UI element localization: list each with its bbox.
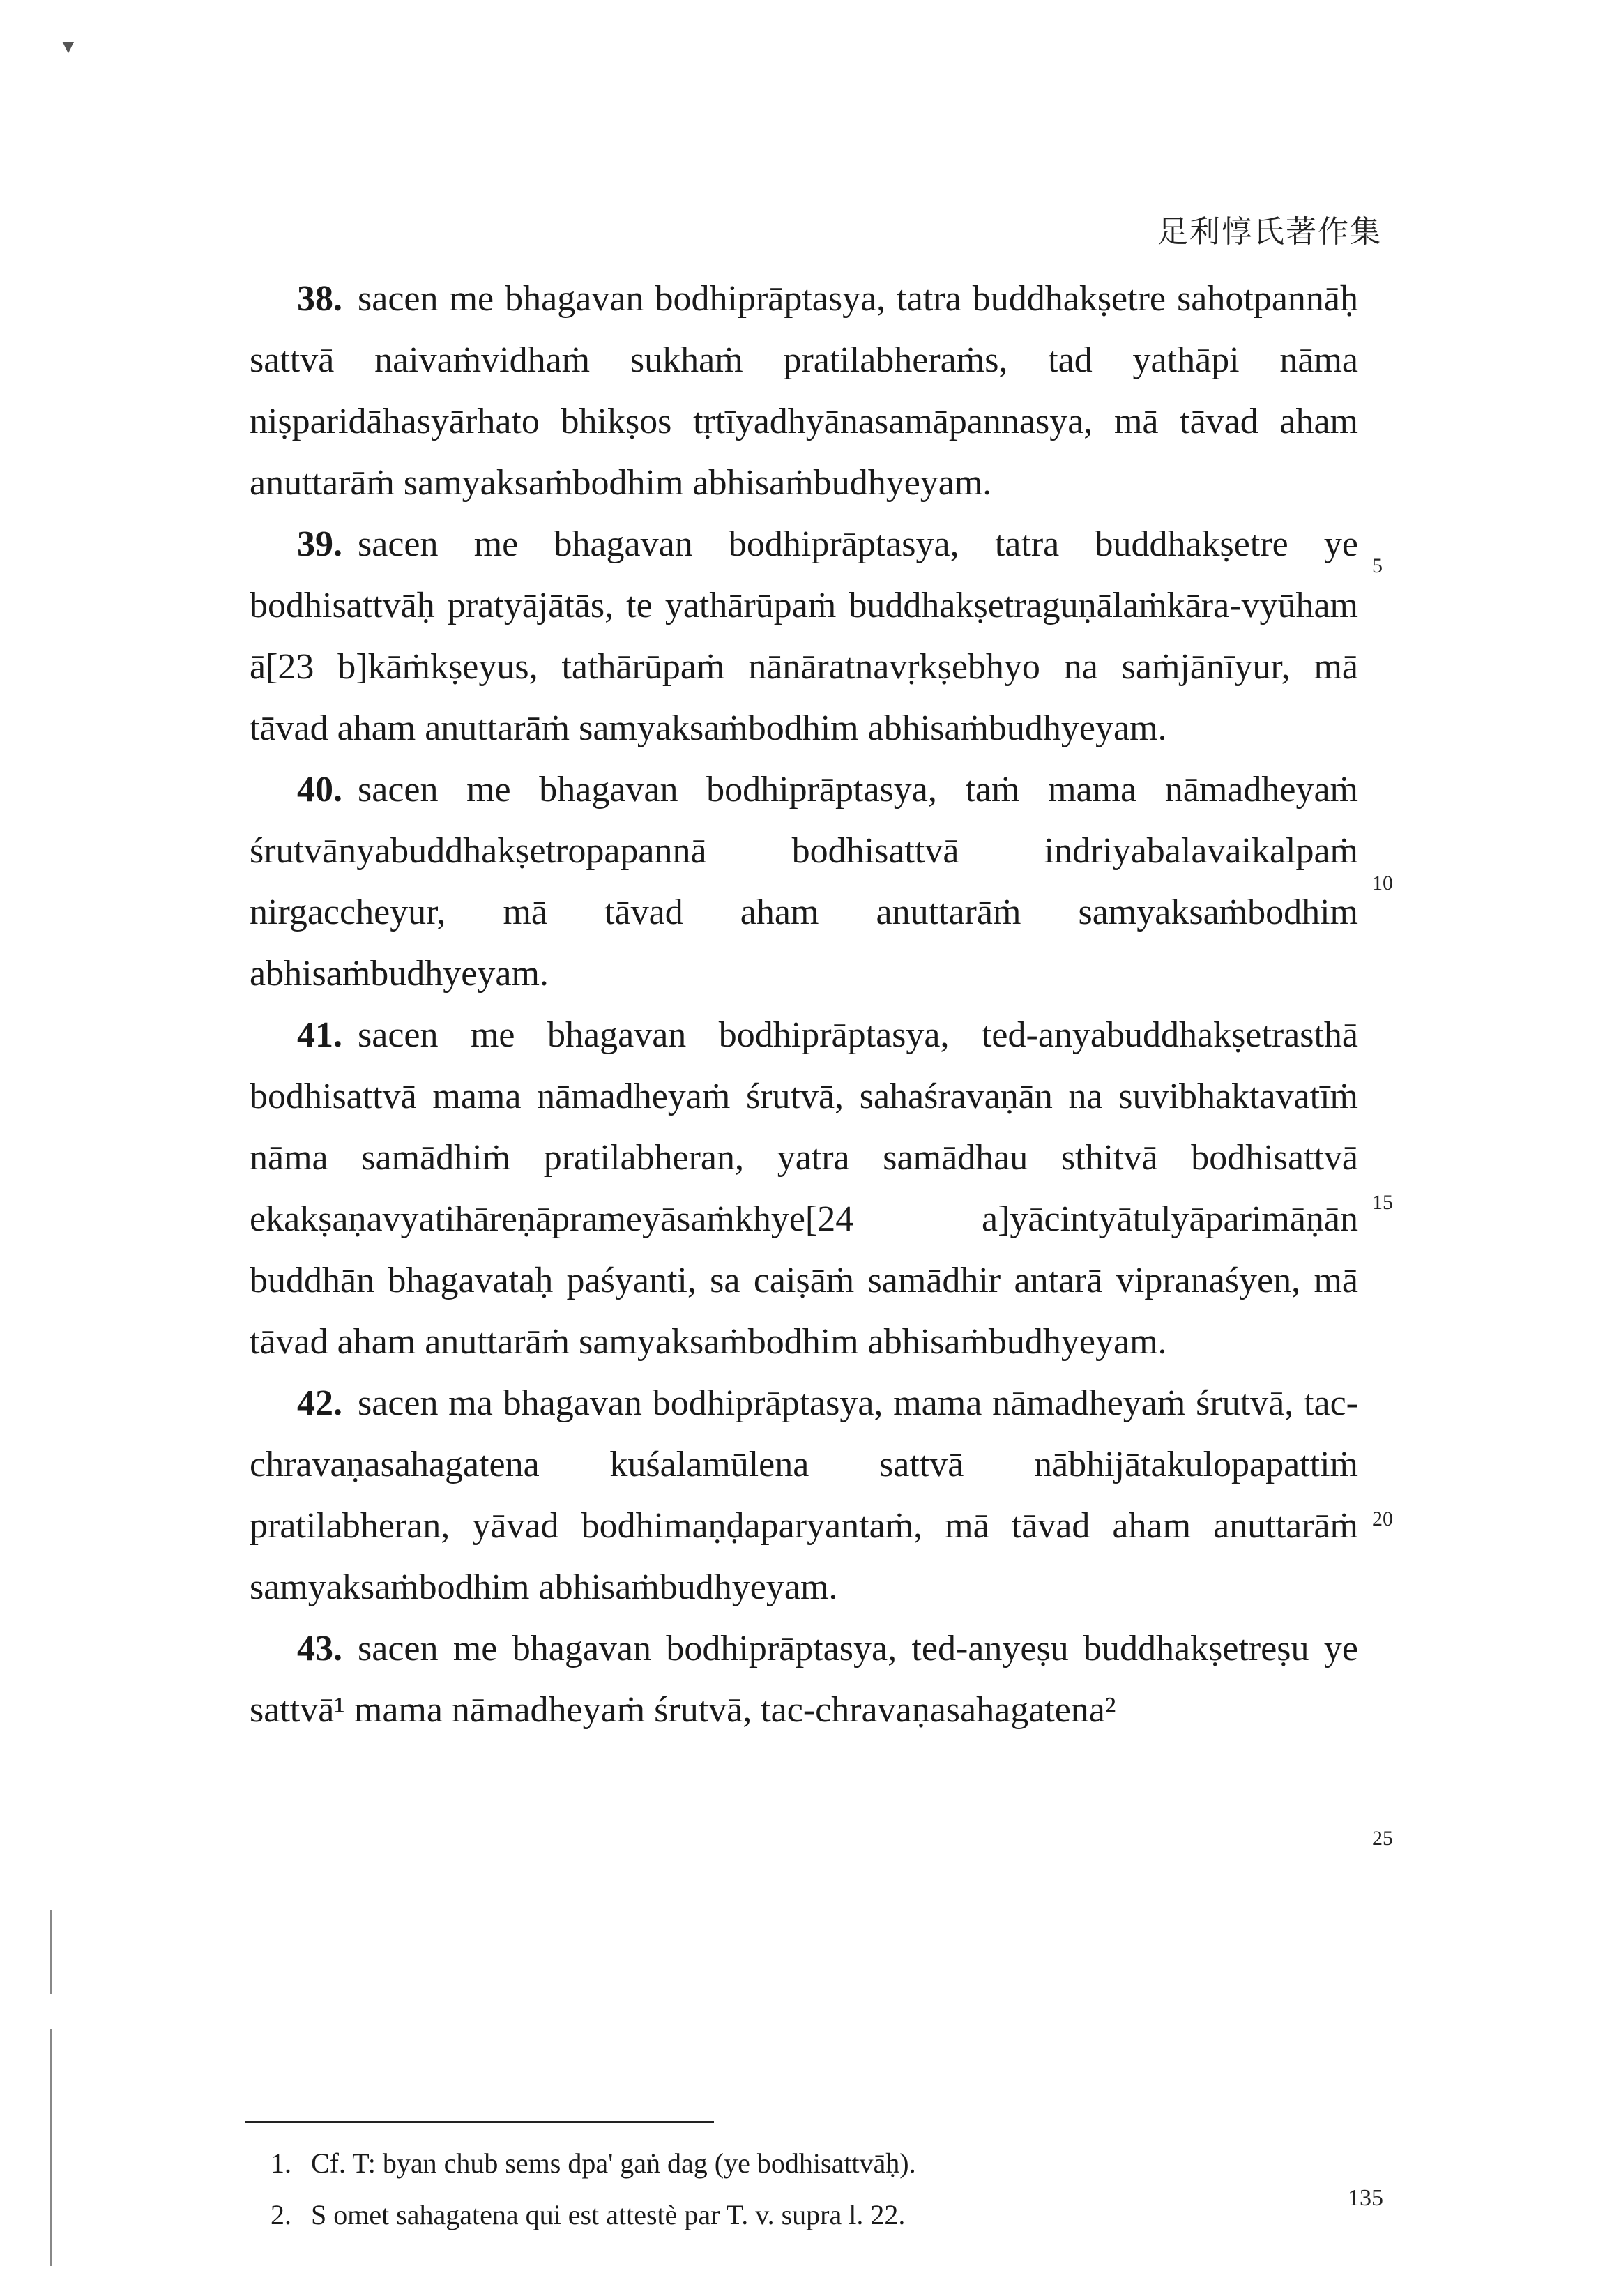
page-number: 135 [1348, 2185, 1383, 2211]
paragraph-text: sacen me bhagavan bodhiprāptasya, ted-anyabuddhakṣetrasthā bodhisattvā mama nāmadheyaṁ śrutvā, sahaśravaṇān na suvibhaktavatīṁ nāma samādhiṁ pratilabheran, yatra samādhau sthitvā bodhisattvā ekakṣaṇavyatihāreṇāprameyāsaṁkhye[24 a]yācintyātulyāparimāṇān buddhān bhagavataḥ paśyanti, sa caiṣāṁ samādhir antarā vipranaśyen, mā tāvad aham anuttarāṁ samyaksaṁbodhim abhisaṁbudhyeyam. [250, 1015, 1358, 1362]
footnote-text: S omet sahagatena qui est attestè par T. v. supra l. 22. [311, 2199, 906, 2230]
paragraph-number: 38. [297, 279, 342, 319]
footnote-divider [245, 2121, 714, 2123]
corner-mark: ▼ [59, 36, 78, 58]
paragraph-text: sacen me bhagavan bodhiprāptasya, tatra buddhakṣetre sahotpannāḥ sattvā naivaṁvidhaṁ sukhaṁ pratilabheraṁs, tad yathāpi nāma niṣparidāhasyārhato bhikṣos tṛtīyadhyānasamāpannasya, mā tāvad aham anuttarāṁ samyaksaṁbodhim abhisaṁbudhyeyam. [250, 279, 1358, 503]
footnote-text: Cf. T: byan chub sems dpa' gaṅ dag (ye bodhisattvāḥ). [311, 2147, 916, 2179]
paragraph-number: 43. [297, 1629, 342, 1668]
paragraph-text: sacen me bhagavan bodhiprāptasya, tatra buddhakṣetre ye bodhisattvāḥ pratyājātās, te yathārūpaṁ buddhakṣetraguṇālaṁkāra-vyūham ā[23 b]kāṁkṣeyus, tathārūpaṁ nānāratnavṛkṣebhyo na saṁjānīyur, mā tāvad aham anuttarāṁ samyaksaṁbodhim abhisaṁbudhyeyam. [250, 524, 1358, 748]
footnote-number: 2. [271, 2199, 291, 2230]
paragraph-text: sacen me bhagavan bodhiprāptasya, taṁ mama nāmadheyaṁ śrutvānyabuddhakṣetropapannā bodhisattvā indriyabalavaikalpaṁ nirgaccheyur, mā tāvad aham anuttarāṁ samyaksaṁbodhim abhisaṁbudhyeyam. [250, 770, 1358, 994]
line-number-15: 15 [1372, 1191, 1393, 1214]
footnote-number: 1. [271, 2147, 291, 2179]
paragraph-number: 40. [297, 770, 342, 809]
paragraph-42 [250, 1373, 1358, 1618]
paragraph-39 [250, 514, 1358, 759]
main-text [250, 268, 1358, 1741]
paragraph-text: sacen ma bhagavan bodhiprāptasya, mama nāmadheyaṁ śrutvā, tac-chravaṇasahagatena kuśalamūlena sattvā nābhijātakulopapattiṁ pratilabheran, yāvad bodhimaṇḍaparyantaṁ, mā tāvad aham anuttarāṁ samyaksaṁbodhim abhisaṁbudhyeyam. [250, 1383, 1358, 1607]
margin-tick-lower [50, 2029, 52, 2266]
line-number-20: 20 [1372, 1507, 1393, 1530]
footnote-2 [271, 2189, 1316, 2241]
paragraph-text: sacen me bhagavan bodhiprāptasya, ted-anyeṣu buddhakṣetreṣu ye sattvā¹ mama nāmadheyaṁ śrutvā, tac-chravaṇasahagatena² [250, 1629, 1358, 1730]
paragraph-number: 41. [297, 1015, 342, 1055]
margin-tick-upper [50, 1910, 52, 1994]
line-number-25: 25 [1372, 1827, 1393, 1850]
footnotes [271, 2138, 1316, 2241]
footnote-1 [271, 2138, 1316, 2189]
paragraph-40 [250, 759, 1358, 1005]
running-header: 足利惇氏著作集 [1157, 214, 1382, 250]
paragraph-number: 39. [297, 524, 342, 564]
paragraph-43 [250, 1618, 1358, 1741]
paragraph-number: 42. [297, 1383, 342, 1423]
line-number-5: 5 [1372, 554, 1383, 577]
paragraph-41 [250, 1005, 1358, 1373]
line-number-10: 10 [1372, 872, 1393, 895]
paragraph-38 [250, 268, 1358, 514]
